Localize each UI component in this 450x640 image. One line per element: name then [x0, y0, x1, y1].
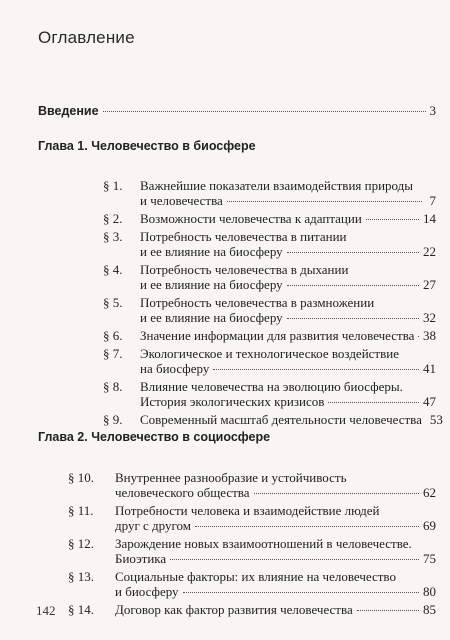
section-page-number: 62 — [423, 485, 436, 500]
section-number: § 3. — [103, 229, 123, 244]
section-title-line: и человечества — [140, 193, 223, 208]
section-number: § 7. — [103, 346, 123, 361]
section-title-line: Зарождение новых взаимоотношений в человечестве. — [115, 536, 412, 551]
section-number: § 10. — [68, 470, 94, 485]
toc-entry — [0, 211, 450, 226]
section-page-number: 53 — [429, 412, 443, 427]
chapter-2-heading: Глава 2. Человечество в социосфере — [38, 430, 271, 444]
section-title-line: Внутреннее разнообразие и устойчивость — [115, 470, 347, 485]
section-page-number: 69 — [423, 518, 436, 533]
toc-entry — [0, 262, 450, 292]
section-title-line: и ее влияние на биосферу — [140, 277, 283, 292]
dot-leader — [227, 201, 422, 202]
toc-entry — [0, 229, 450, 259]
dot-leader — [103, 111, 426, 112]
toc-entry — [0, 536, 450, 566]
intro-page-number: 3 — [429, 103, 436, 118]
dot-leader — [357, 610, 419, 611]
section-title-line: на биосферу — [140, 361, 210, 376]
dot-leader — [170, 559, 419, 560]
section-title-line: История экологических кризисов — [140, 394, 325, 409]
section-title-line: Потребность человечества в питании — [140, 229, 347, 244]
section-page-number: 14 — [423, 211, 436, 226]
section-number: § 2. — [103, 211, 123, 226]
section-number: § 5. — [103, 295, 123, 310]
intro-label: Введение — [38, 104, 99, 118]
section-number: § 9. — [103, 412, 123, 427]
section-page-number: 41 — [423, 361, 436, 376]
section-page-number: 75 — [423, 551, 436, 566]
dot-leader — [418, 336, 419, 337]
section-page-number: 47 — [423, 394, 436, 409]
section-number: § 13. — [68, 569, 94, 584]
section-page-number: 27 — [423, 277, 436, 292]
section-title-line: Современный масштаб деятельности человечества — [140, 412, 422, 427]
section-title-line: Потребности человека и взаимодействие людей — [115, 503, 380, 518]
section-title-line: Экологическое и технологическое воздействие — [140, 346, 399, 361]
toc-entry — [0, 503, 450, 533]
section-number: § 8. — [103, 379, 123, 394]
toc-entry — [0, 379, 450, 409]
toc-intro-entry — [38, 103, 436, 119]
section-title-line: Важнейшие показатели взаимодействия природы — [140, 178, 414, 193]
toc-entry — [0, 295, 450, 325]
dot-leader — [366, 219, 419, 220]
dot-leader — [195, 526, 419, 527]
section-title-line: Потребность человечества в дыхании — [140, 262, 349, 277]
section-title-line: и ее влияние на биосферу — [140, 244, 283, 259]
section-title-line: друг с другом — [115, 518, 191, 533]
chapter-1-entries — [0, 178, 450, 430]
chapter-2-entries — [0, 470, 450, 620]
section-number: § 11. — [68, 503, 94, 518]
section-number: § 12. — [68, 536, 94, 551]
dot-leader — [183, 592, 419, 593]
toc-entry — [0, 328, 450, 343]
section-page-number: 32 — [423, 310, 436, 325]
toc-entry — [0, 412, 450, 427]
dot-leader — [328, 402, 419, 403]
section-title-line: Потребность человечества в размножении — [140, 295, 375, 310]
section-number: § 4. — [103, 262, 123, 277]
section-title-line: Биоэтика — [115, 551, 167, 566]
section-title-line: Договор как фактор развития человечества — [115, 602, 353, 617]
section-page-number: 80 — [423, 584, 436, 599]
section-number: § 6. — [103, 328, 123, 343]
section-page-number: 38 — [423, 328, 436, 343]
section-page-number: 22 — [423, 244, 436, 259]
section-number: § 1. — [103, 178, 123, 193]
page-title: Оглавление — [38, 28, 135, 47]
section-title-line: Влияние человечества на эволюцию биосферы. — [140, 379, 403, 394]
section-title-line: и биосферу — [115, 584, 179, 599]
section-title-line: Возможности человечества к адаптации — [140, 211, 362, 226]
dot-leader — [287, 252, 419, 253]
section-title-line: человеческого общества — [115, 485, 250, 500]
section-title-line: Социальные факторы: их влияние на человечество — [115, 569, 396, 584]
toc-entry — [0, 602, 450, 617]
toc-entry — [0, 346, 450, 376]
toc-entry — [0, 178, 450, 208]
chapter-1-heading: Глава 1. Человечество в биосфере — [38, 139, 256, 153]
dot-leader — [287, 318, 419, 319]
dot-leader — [254, 493, 419, 494]
toc-entry — [0, 569, 450, 599]
section-page-number: 7 — [429, 193, 436, 208]
section-number: § 14. — [68, 602, 94, 617]
toc-entry — [0, 470, 450, 500]
section-title-line: и ее влияние на биосферу — [140, 310, 283, 325]
page-number: 142 — [36, 603, 56, 618]
dot-leader — [287, 285, 419, 286]
dot-leader — [213, 369, 419, 370]
section-page-number: 85 — [423, 602, 436, 617]
section-title-line: Значение информации для развития человечества — [140, 328, 415, 343]
